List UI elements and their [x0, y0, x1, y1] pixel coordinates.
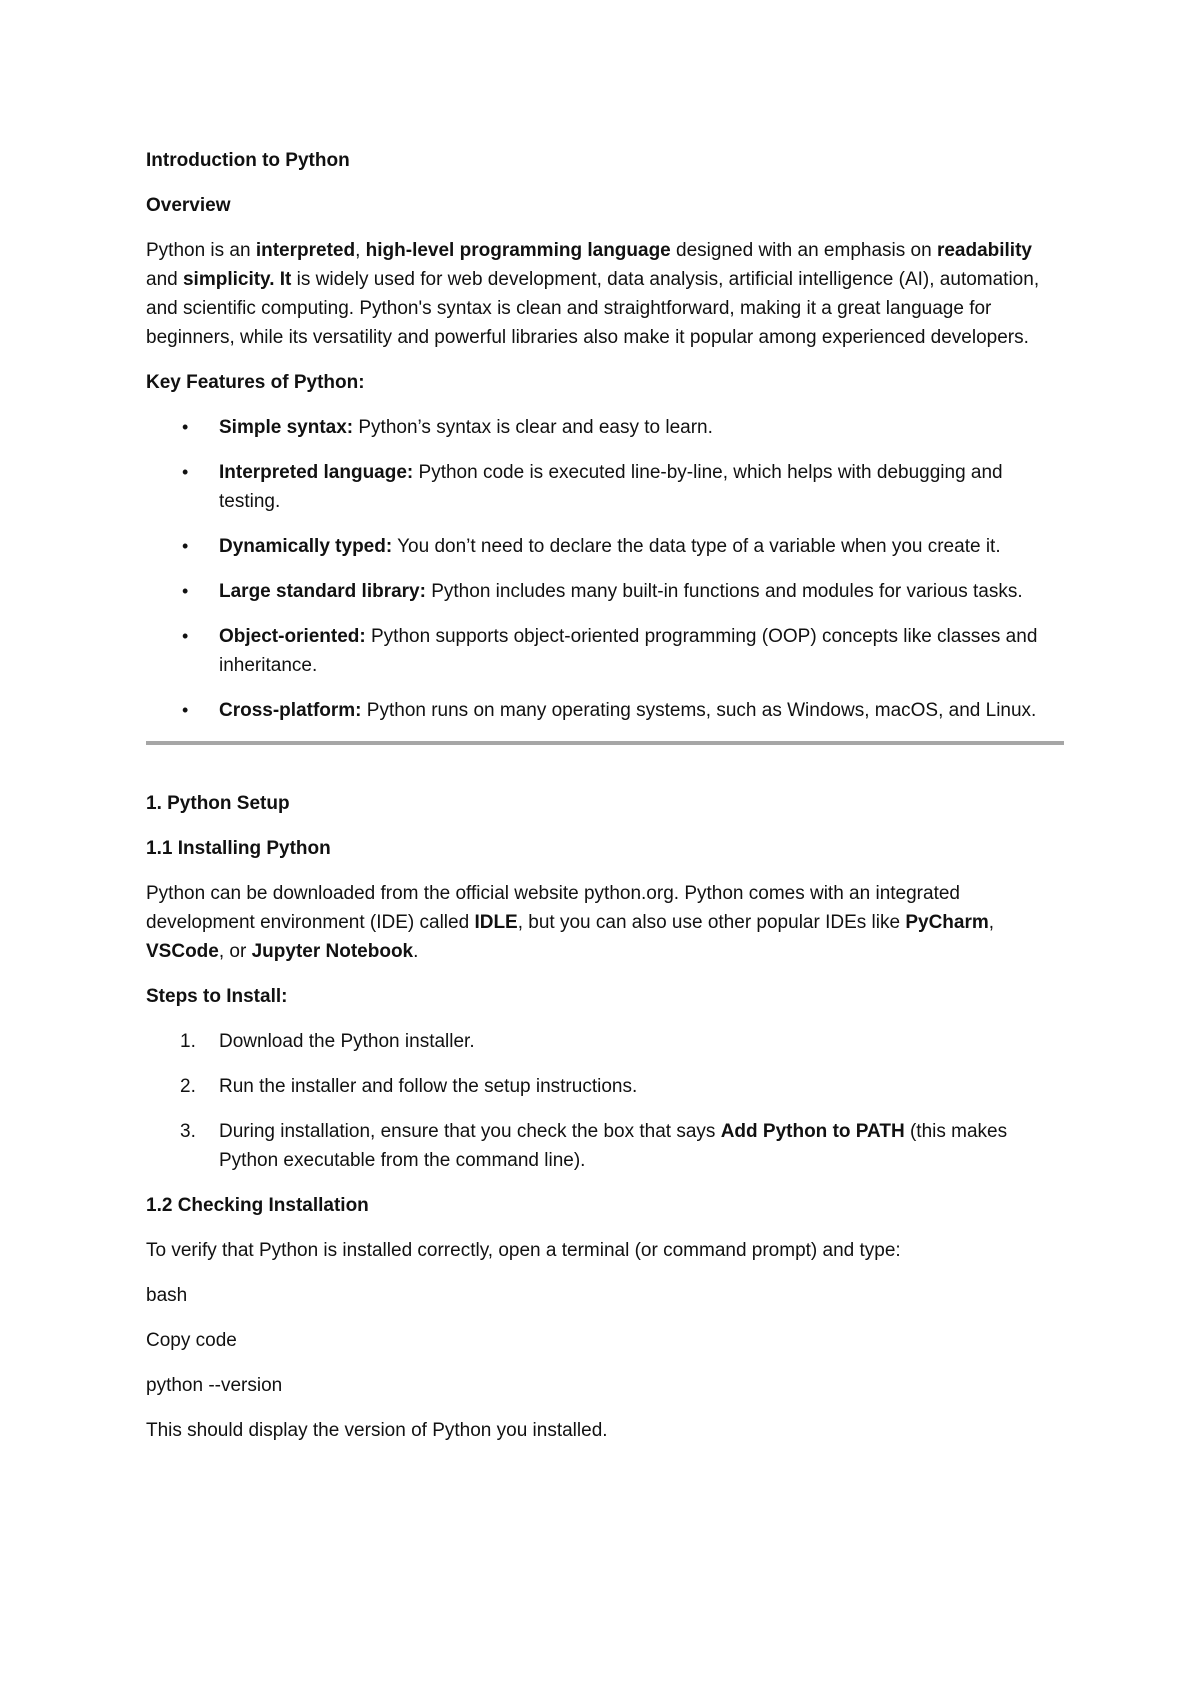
overview-bold-readability: readability [936, 240, 1032, 261]
code-language-label: bash [146, 1285, 188, 1306]
bullet-marker: • [182, 417, 189, 437]
step-text-tail: (this makes Python executable from the command line). [219, 1121, 1008, 1171]
installing-bold-jupyter: Jupyter Notebook [251, 941, 414, 962]
feature-item-interpreted [146, 458, 1066, 516]
installing-text-4: , or [218, 941, 252, 962]
overview-bold-simplicity: simplicity [182, 269, 270, 290]
installing-paragraph [146, 879, 1066, 966]
copy-code-label: Copy code [146, 1330, 237, 1351]
installing-bold-idle: IDLE [474, 912, 518, 933]
step-item-1 [146, 1027, 1066, 1056]
overview-text-3: designed with an emphasis on [670, 240, 937, 261]
overview-text-5: is widely used for web development, data analysis, artificial intelligence (AI), automation, and scientific computing. Python's syntax is clean and straightforward, making it a great language for beginners, while its versatility and powerful libraries also make it popular among experienced developers. [146, 269, 1040, 348]
feature-text: Python includes many built-in functions and modules for various tasks. [425, 581, 1023, 602]
feature-term: Large standard library: [219, 581, 426, 602]
feature-term: Object-oriented: [219, 626, 366, 647]
checking-paragraph: To verify that Python is installed correctly, open a terminal (or command prompt) and type: [146, 1240, 901, 1261]
step-text: Download the Python installer. [219, 1031, 475, 1052]
document-body [146, 146, 1066, 1461]
installing-text-1: Python can be downloaded from the official website python.org. Python comes with an integrated development environment (IDE) called [146, 883, 960, 933]
overview-paragraph [146, 236, 1066, 352]
command-line: python --version [146, 1375, 283, 1396]
installing-bold-vscode: VSCode [146, 941, 219, 962]
feature-text: Python code is executed line-by-line, which helps with debugging and testing. [219, 462, 1003, 512]
installing-text-5: . [413, 941, 419, 962]
feature-term: Cross-platform: [219, 700, 362, 721]
feature-term: Interpreted language: [219, 462, 414, 483]
step-item-3 [146, 1117, 1066, 1175]
features-heading: Key Features of Python: [146, 372, 365, 393]
checking-heading: 1.2 Checking Installation [146, 1195, 369, 1216]
step-text: During installation, ensure that you check the box that says [219, 1121, 721, 1142]
step-item-2 [146, 1072, 1066, 1101]
bullet-marker: • [182, 581, 189, 601]
bullet-marker: • [182, 700, 189, 720]
step-number: 1. [180, 1031, 196, 1052]
steps-list [146, 1027, 1066, 1175]
overview-bold-high-level: high-level programming language [365, 240, 671, 261]
feature-item-object-oriented [146, 622, 1066, 680]
feature-text: Python supports object-oriented programming (OOP) concepts like classes and inheritance. [219, 626, 1038, 676]
bullet-marker: • [182, 626, 189, 646]
horizontal-divider [146, 741, 1064, 745]
overview-text-4: and [146, 269, 183, 290]
overview-heading: Overview [146, 195, 231, 216]
feature-term: Simple syntax: [219, 417, 354, 438]
overview-text-2: , [355, 240, 366, 261]
feature-text: Python’s syntax is clear and easy to learn. [353, 417, 713, 438]
feature-term: Dynamically typed: [219, 536, 393, 557]
setup-heading: 1. Python Setup [146, 793, 290, 814]
bullet-marker: • [182, 462, 189, 482]
feature-text: Python runs on many operating systems, such as Windows, macOS, and Linux. [361, 700, 1037, 721]
result-paragraph: This should display the version of Python you installed. [146, 1420, 608, 1441]
step-bold-add-path: Add Python to PATH [720, 1121, 905, 1142]
overview-text-1: Python is an [146, 240, 256, 261]
installing-heading: 1.1 Installing Python [146, 838, 331, 859]
step-number: 2. [180, 1076, 196, 1097]
steps-heading: Steps to Install: [146, 986, 288, 1007]
installing-text-3: , [988, 912, 995, 933]
step-number: 3. [180, 1121, 196, 1142]
feature-item-dynamically-typed [146, 532, 1066, 561]
feature-item-cross-platform [146, 696, 1066, 725]
overview-bold-it: . It [269, 269, 292, 290]
feature-item-standard-library [146, 577, 1066, 606]
installing-text-2: , but you can also use other popular IDEs like [517, 912, 906, 933]
features-list [146, 413, 1066, 725]
feature-item-simple-syntax [146, 413, 1066, 442]
step-text: Run the installer and follow the setup instructions. [219, 1076, 638, 1097]
bullet-marker: • [182, 536, 189, 556]
feature-text: You don’t need to declare the data type of a variable when you create it. [392, 536, 1001, 557]
document-title: Introduction to Python [146, 150, 350, 171]
installing-bold-pycharm: PyCharm [905, 912, 989, 933]
overview-bold-interpreted: interpreted [255, 240, 356, 261]
